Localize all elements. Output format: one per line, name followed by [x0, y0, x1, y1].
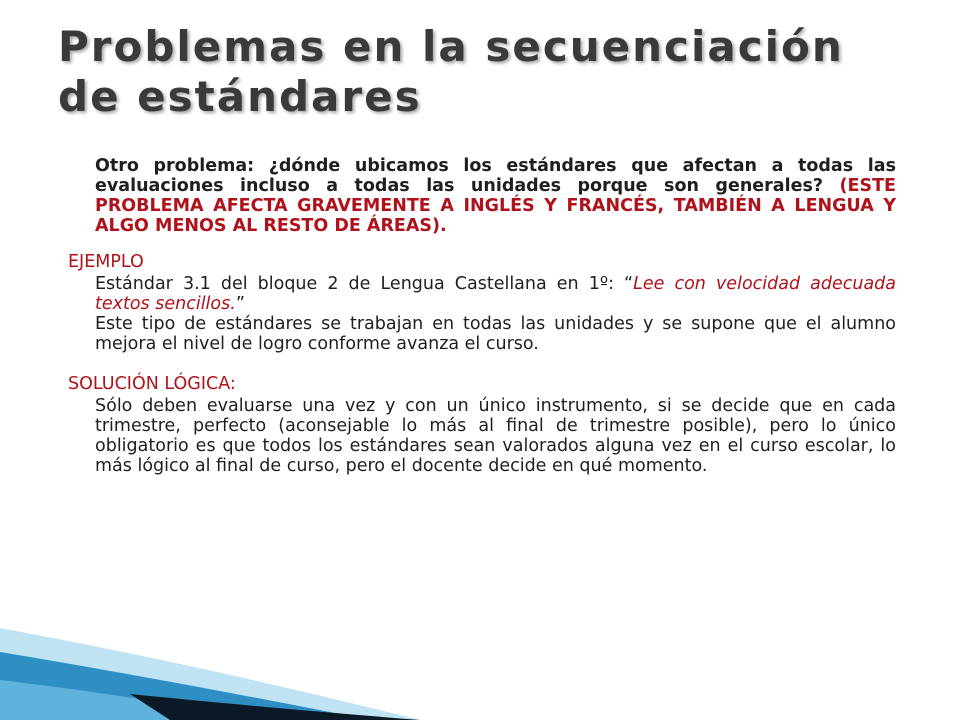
example-standard-prefix: Estándar 3.1 del bloque 2 de Lengua Castellana en 1º: “: [95, 274, 634, 294]
slide-body: [68, 156, 896, 476]
example-heading: EJEMPLO: [68, 252, 144, 272]
problem-paragraph: [95, 156, 896, 236]
example-standard-quote: Lee con velocidad adecuada textos sencillos.: [95, 274, 897, 314]
problem-intro: Otro problema: ¿dónde ubicamos los estándares que afectan a todas las evaluaciones incluso a todas las unidades porque son generales?: [95, 156, 896, 196]
solution-text: Sólo deben evaluarse una vez y con un único instrumento, si se decide que en cada trimestre, perfecto (aconsejable lo más al final de trimestre posible), pero lo único obligatorio es que todos los estándares sean valorados alguna vez en el curso escolar, lo más lógico al final de curso, pero el docente decide en qué momento.: [95, 396, 896, 476]
problem-highlight: (ESTE PROBLEMA AFECTA GRAVEMENTE A INGLÉS Y FRANCÉS, TAMBIÉN A LENGUA Y ALGO MENOS AL RESTO DE ÁREAS).: [95, 176, 896, 236]
slide-title: Problemas en la secuenciación de estándares: [58, 22, 844, 121]
example-standard-suffix: ”: [235, 294, 245, 314]
solution-heading: SOLUCIÓN LÓGICA:: [68, 374, 236, 394]
example-explanation: Este tipo de estándares se trabajan en todas las unidades y se supone que el alumno mejora el nivel de logro conforme avanza el curso.: [95, 314, 896, 354]
example-standard: [95, 274, 896, 314]
wave-decoration: [0, 610, 420, 720]
